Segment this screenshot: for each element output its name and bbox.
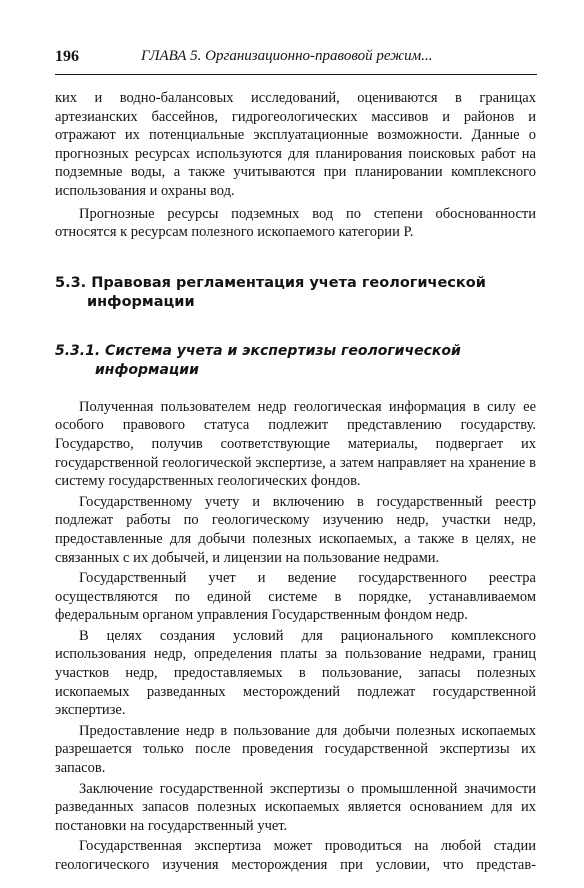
paragraph: Предоставление недр в пользование для добычи полезных ископаемых разрешается только после проведения государственной экспертизы их запасов. bbox=[55, 722, 536, 777]
page-number: 196 bbox=[55, 48, 79, 65]
paragraph: Полученная пользователем недр геологическая информация в силу ее особого правового статуса подлежит представлению государству. Государство, получив соответствующие материалы, подвергает их государственной геологической экспертизе, а затем направляет на хранение в систему государственных геологических фондов. bbox=[55, 398, 536, 490]
paragraph: Государственному учету и включению в государственный реестр подлежат работы по геологическому изучению недр, участки недр, предоставленные для добычи полезных ископаемых, а также в целях, не связанных с их добычей, и лицензии на пользование недрами. bbox=[55, 493, 536, 566]
paragraph: В целях создания условий для рационального комплексного использования недр, определения платы за пользование недрами, границ участков недр, предоставляемых в пользование, запасы полезных ископаемых разведанных месторождений подлежат государственной экспертизе. bbox=[55, 627, 536, 719]
body-text bbox=[55, 89, 536, 875]
paragraph: Прогнозные ресурсы подземных вод по степени обоснованности относятся к ресурсам полезного ископаемого категории Р. bbox=[55, 205, 536, 241]
chapter-title: ГЛАВА 5. Организационно-правовой режим... bbox=[141, 48, 433, 64]
paragraph: Государственная экспертиза может проводиться на любой стадии геологического изучения месторождения при условии, что представ- bbox=[55, 838, 536, 873]
section-heading: 5.3. Правовая регламентация учета геологической информации bbox=[55, 274, 486, 310]
paragraph: ких и водно-балансовых исследований, оцениваются в границах артезианских бассейнов, гидрогеологических массивов и районов и отражают их потенциальные эксплуатационные возможности. Данные о прогнозных ресурсах используются для планирования поисковых работ на подземные воды, а также учитываются при планировании комплексного использования и охраны вод. bbox=[55, 90, 536, 199]
running-head bbox=[55, 44, 537, 75]
paragraph: Заключение государственной экспертизы о промышленной значимости разведанных запасов полезных ископаемых является основанием для их постановки на государственный учет. bbox=[55, 780, 536, 834]
subsection-heading: 5.3.1. Система учета и экспертизы геологической информации bbox=[55, 342, 461, 378]
paragraph: Государственный учет и ведение государственного реестра осуществляются по единой системе в порядке, устанавливаемом федеральным органом управления Государственным фондом недр. bbox=[55, 570, 536, 624]
